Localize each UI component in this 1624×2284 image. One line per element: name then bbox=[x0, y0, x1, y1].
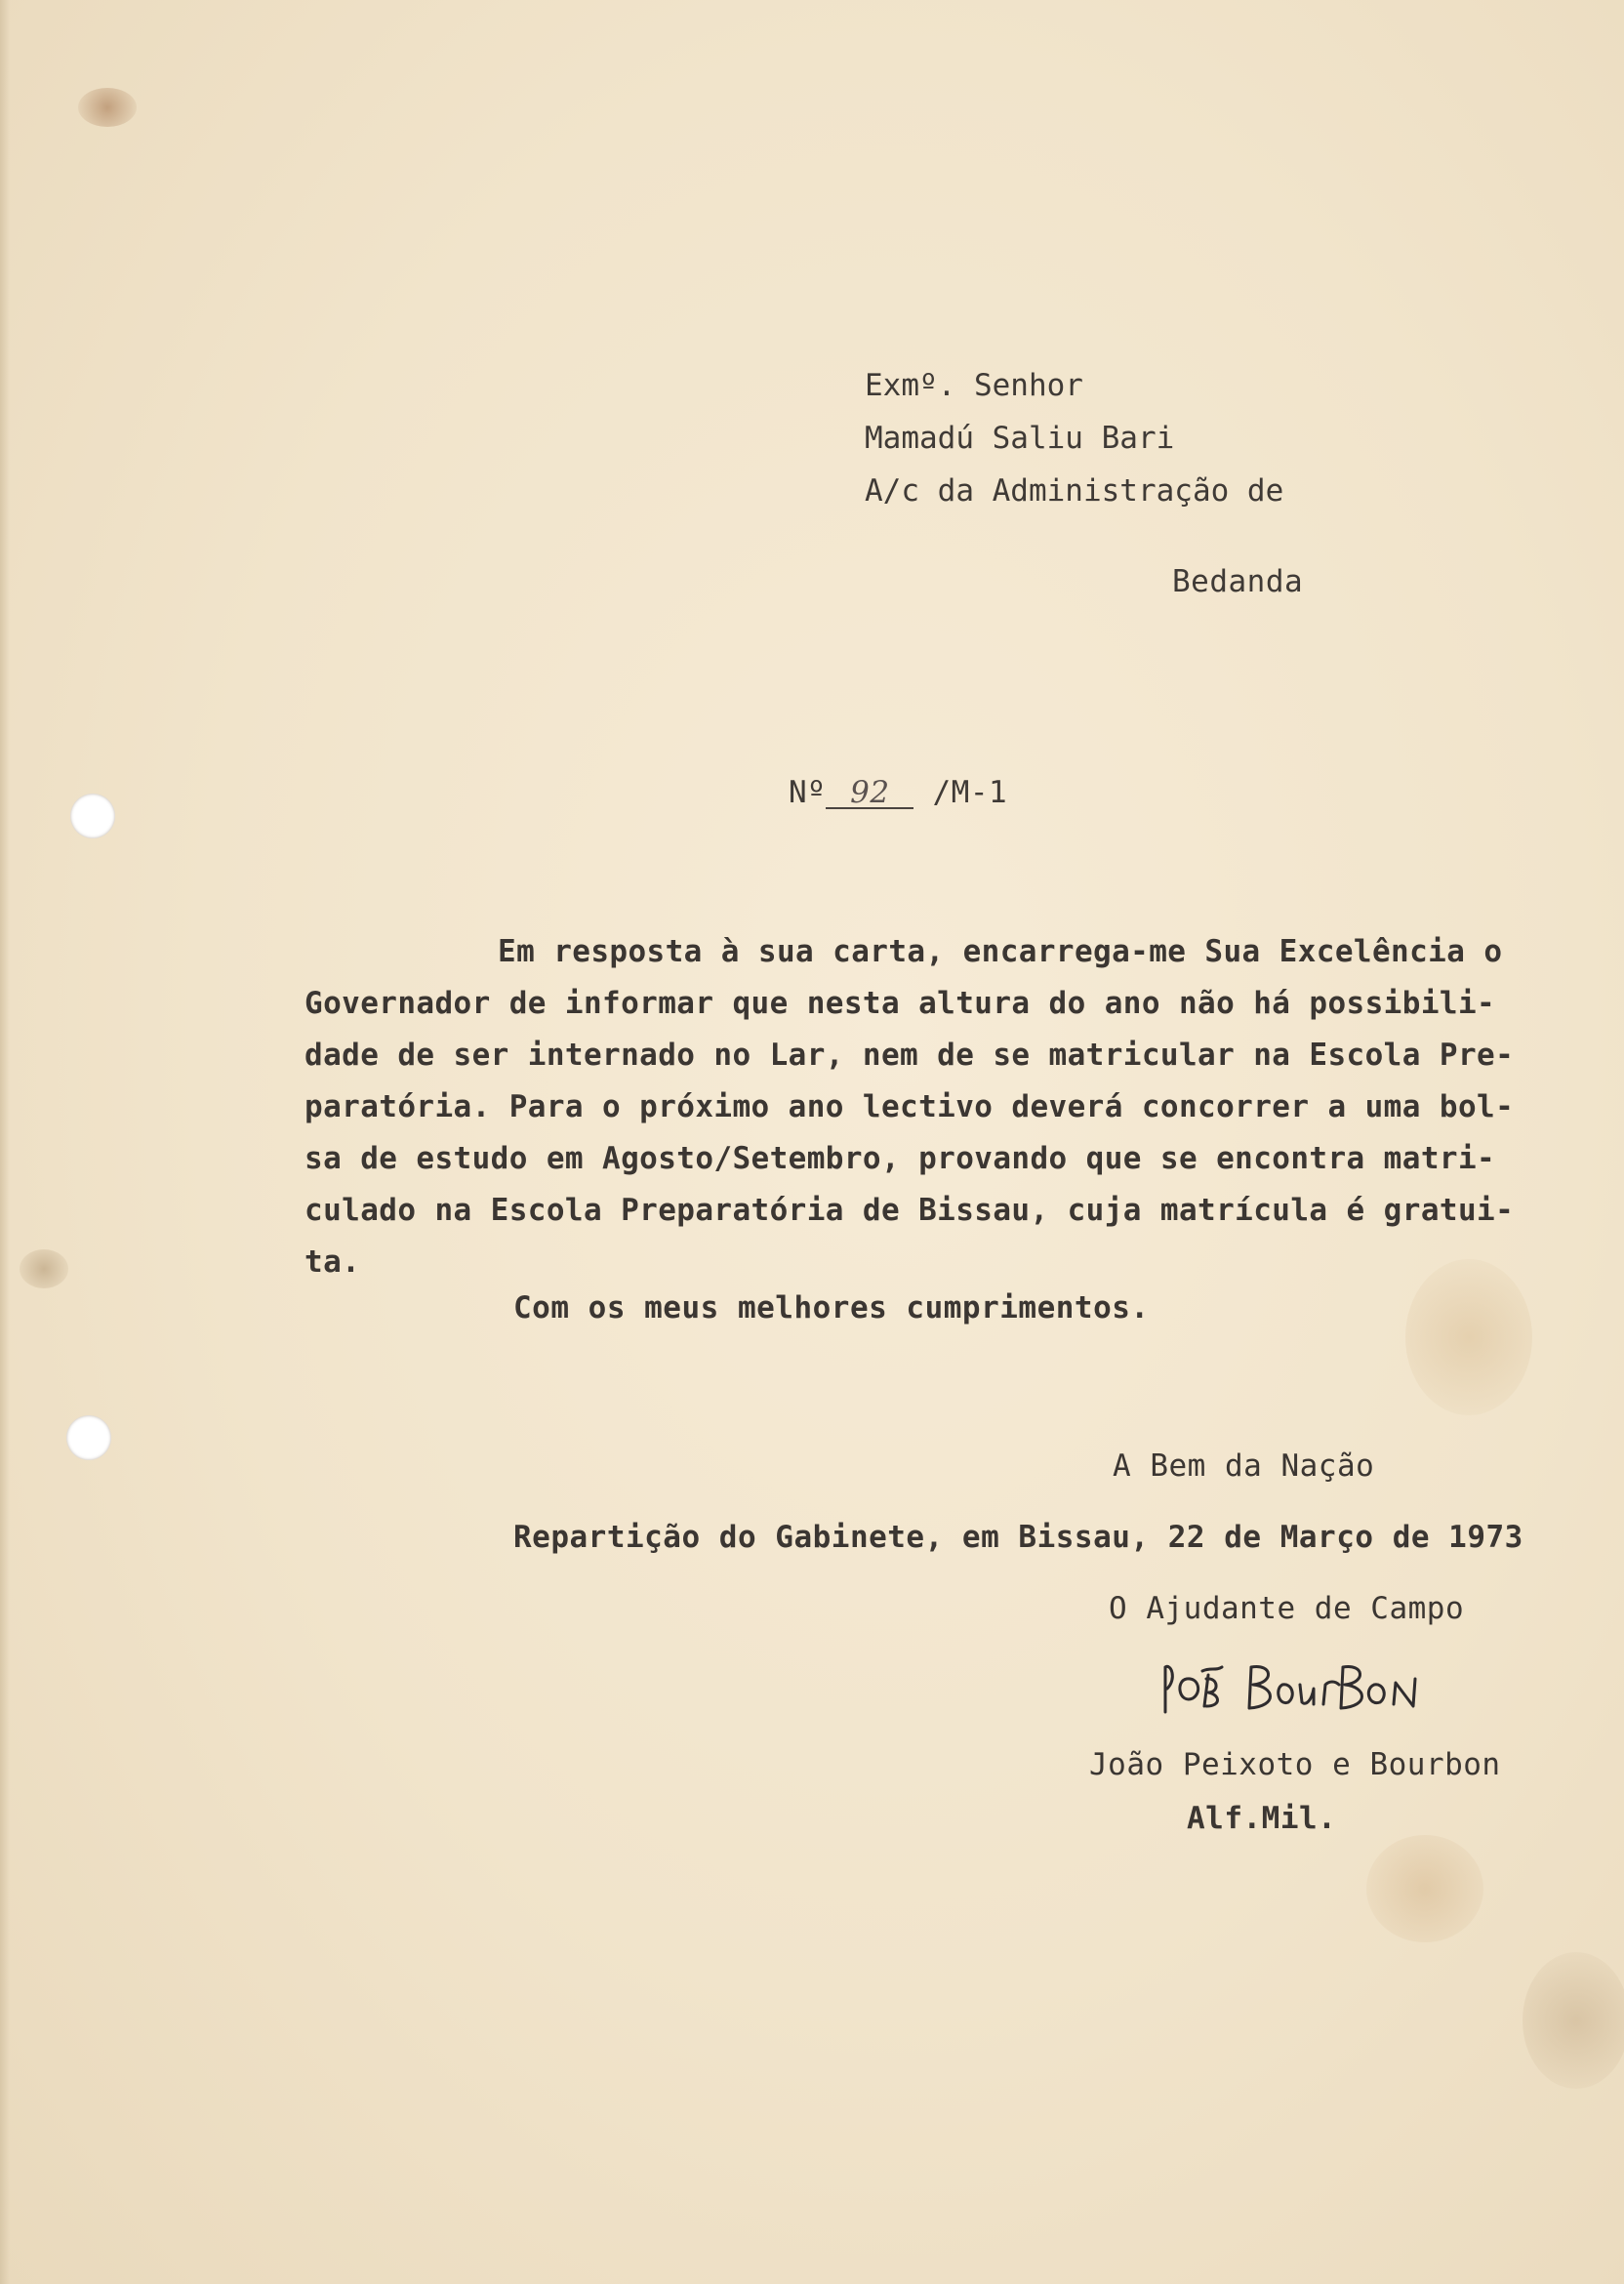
letter-body bbox=[304, 926, 1560, 1288]
handwritten-signature bbox=[1157, 1650, 1450, 1728]
address-block bbox=[865, 359, 1283, 517]
signer-name: João Peixoto e Bourbon bbox=[1089, 1747, 1501, 1782]
reference-suffix: /M-1 bbox=[932, 775, 1008, 810]
salutation: Exmº. Senhor bbox=[865, 368, 1083, 403]
closing-line: Com os meus melhores cumprimentos. bbox=[513, 1290, 1150, 1326]
dateline: Repartição do Gabinete, em Bissau, 22 de Março de 1973 bbox=[513, 1520, 1523, 1555]
paper-stain bbox=[20, 1249, 68, 1288]
reference-handwritten-number: 92 bbox=[826, 778, 914, 809]
recipient-city: Bedanda bbox=[1172, 564, 1304, 599]
punch-hole bbox=[70, 794, 115, 838]
body-line: culado na Escola Preparatória de Bissau, cuja matrícula é gratui- bbox=[304, 1193, 1515, 1228]
reference-number bbox=[789, 775, 1007, 810]
body-line: sa de estudo em Agosto/Setembro, provando que se encontra matri- bbox=[304, 1141, 1496, 1176]
recipient-name: Mamadú Saliu Bari bbox=[865, 421, 1175, 456]
signer-title: O Ajudante de Campo bbox=[1109, 1591, 1465, 1626]
body-line: dade de ser internado no Lar, nem de se matricular na Escola Pre- bbox=[304, 1038, 1515, 1073]
body-line: ta. bbox=[304, 1244, 361, 1280]
paper-stain bbox=[78, 88, 137, 127]
care-of-line: A/c da Administração de bbox=[865, 473, 1284, 509]
body-line: Governador de informar que nesta altura do ano não há possibili- bbox=[304, 986, 1496, 1021]
punch-hole bbox=[66, 1415, 111, 1460]
paper-edge bbox=[0, 0, 10, 2284]
paper-stain bbox=[1522, 1952, 1624, 2089]
body-line: Em resposta à sua carta, encarrega-me Sua Excelência o bbox=[498, 934, 1503, 969]
paper-stain bbox=[1366, 1835, 1483, 1942]
signer-rank: Alf.Mil. bbox=[1187, 1801, 1337, 1836]
body-line: paratória. Para o próximo ano lectivo deverá concorrer a uma bol- bbox=[304, 1089, 1515, 1124]
reference-prefix: Nº bbox=[789, 775, 827, 810]
motto: A Bem da Nação bbox=[1113, 1448, 1375, 1484]
